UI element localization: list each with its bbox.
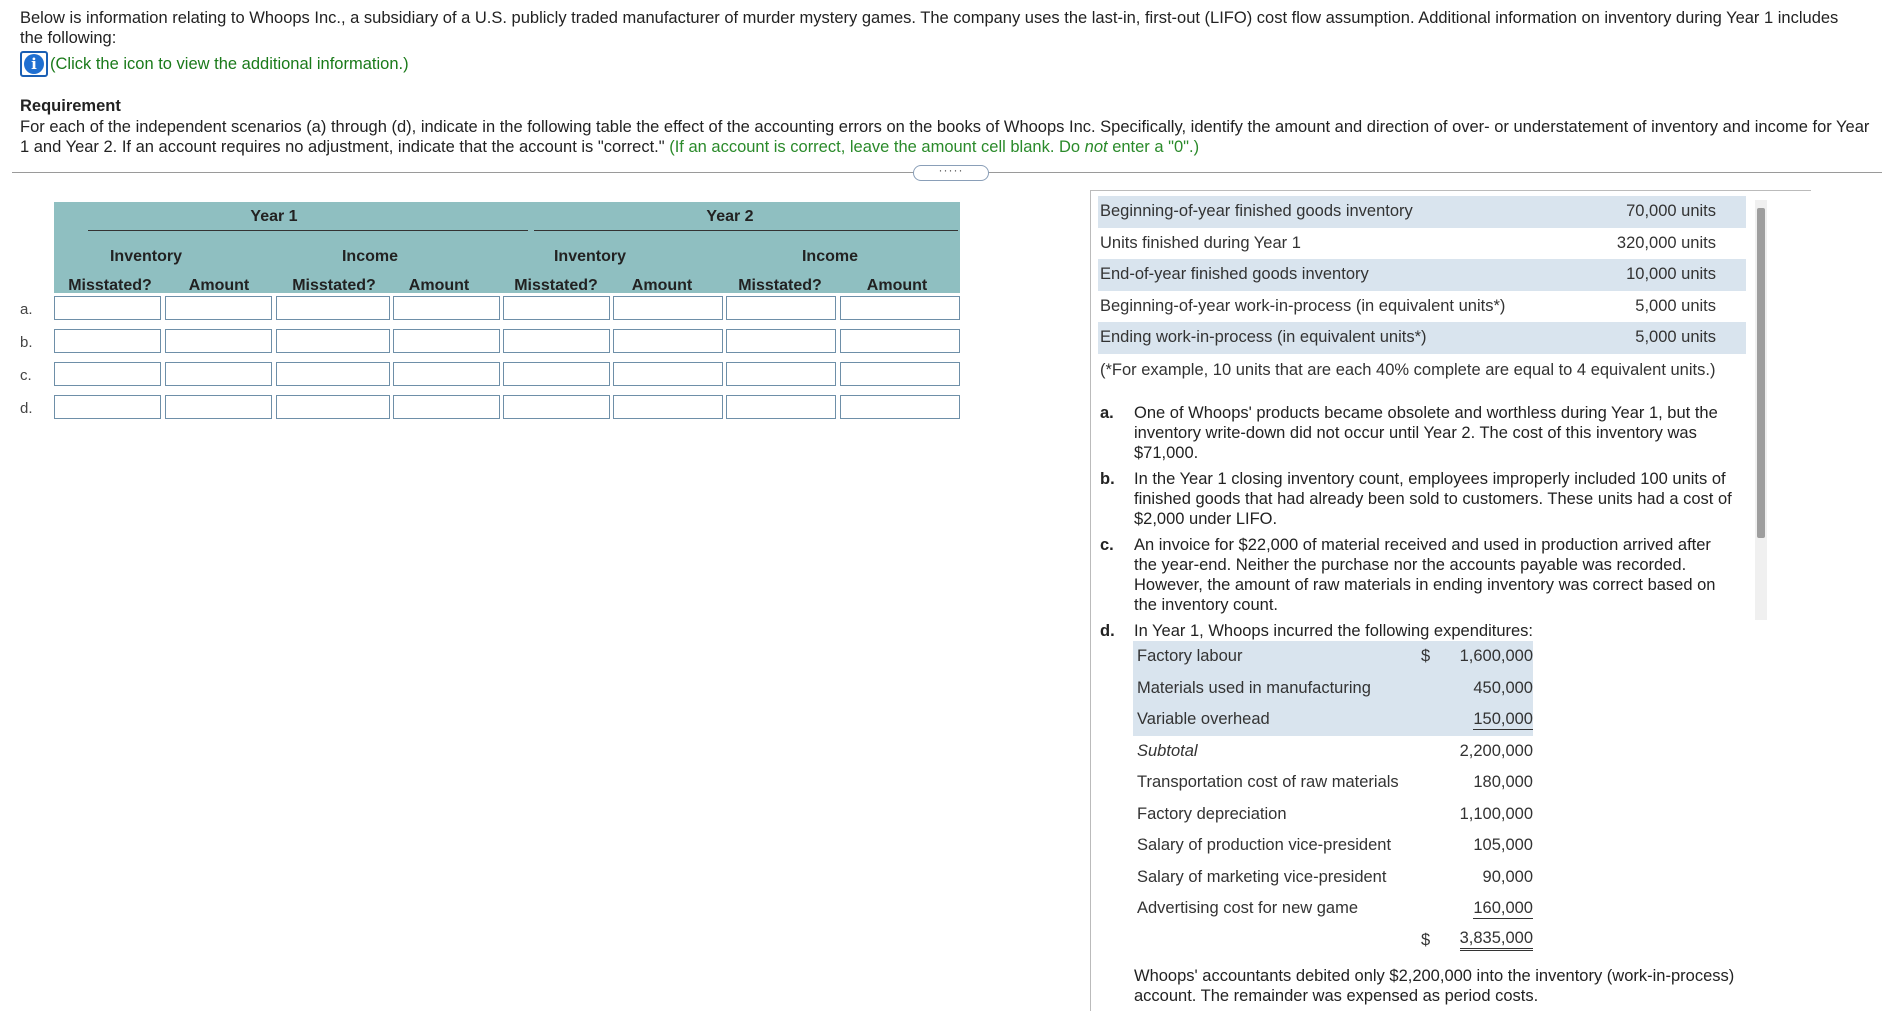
c-y1-income-amount-input[interactable] — [393, 362, 500, 386]
closing-note: Whoops' accountants debited only $2,200,000 into the inventory (work-in-process) account. The remainder was expensed as period costs. — [1134, 967, 1735, 1005]
expenditures-table — [1133, 641, 1533, 956]
c-y2-inventory-misstated-input[interactable] — [503, 362, 610, 386]
year2-header: Year 2 — [706, 208, 754, 225]
d-y1-inventory-misstated-input[interactable] — [54, 395, 161, 419]
requirement-title: Requirement — [20, 97, 121, 115]
group-income-y2: Income — [801, 248, 858, 265]
requirement-text: For each of the independent scenarios (a) through (d), indicate in the following table the effect of the accounting errors on the books of Whoops Inc. Specifically, identify the amount and direction of over- or understatement of inventory and income for Year 1 and Year 2. If an account requires no adjustment, indicate that the account is "correct." (If an account is correct, leave the amount cell blank. Do not enter a "0".) — [20, 118, 1870, 156]
table-row — [20, 326, 960, 359]
a-y1-income-misstated-input[interactable] — [276, 296, 390, 320]
col-amount-1: Amount — [188, 277, 250, 294]
answer-table-header — [54, 202, 960, 293]
b-y2-inventory-misstated-input[interactable] — [503, 329, 610, 353]
col-misstated-1: Misstated? — [68, 277, 152, 294]
table-row: Salary of production vice-president 105,000 — [1137, 836, 1533, 855]
c-y1-income-misstated-input[interactable] — [276, 362, 390, 386]
b-y1-inventory-amount-input[interactable] — [165, 329, 272, 353]
col-misstated-4: Misstated? — [738, 277, 822, 294]
d-y2-inventory-misstated-input[interactable] — [503, 395, 610, 419]
b-y1-income-misstated-input[interactable] — [276, 329, 390, 353]
d-y2-inventory-amount-input[interactable] — [613, 395, 723, 419]
table-row: Transportation cost of raw materials 180,000 — [1137, 773, 1533, 792]
list-item: d. In Year 1, Whoops incurred the following expenditures: — [1100, 622, 1533, 640]
intro-text: Below is information relating to Whoops Inc., a subsidiary of a U.S. publicly traded manufacturer of murder mystery games. The company uses the last-in, first-out (LIFO) cost flow assumption. Additional information on inventory during Year 1 includes the following: — [20, 9, 1839, 47]
table-row: Beginning-of-year work-in-process (in equivalent units*) 5,000 units — [1100, 296, 1716, 315]
a-y1-inventory-misstated-input[interactable] — [54, 296, 161, 320]
info-icon[interactable]: i — [20, 51, 48, 77]
table-row: End-of-year finished goods inventory 10,000 units — [1098, 259, 1746, 291]
total-row: $ 3,835,000 — [1133, 925, 1533, 957]
inventory-info-table — [1098, 196, 1746, 354]
table-row: Ending work-in-process (in equivalent units*) 5,000 units — [1098, 322, 1746, 354]
b-y1-inventory-misstated-input[interactable] — [54, 329, 161, 353]
expand-toggle-button[interactable]: ····· — [913, 165, 989, 181]
col-amount-4: Amount — [866, 277, 928, 294]
b-y2-income-amount-input[interactable] — [840, 329, 960, 353]
table-row: Variable overhead 150,000 — [1133, 704, 1533, 736]
table-row: Salary of marketing vice-president 90,000 — [1137, 867, 1533, 886]
d-y2-income-amount-input[interactable] — [840, 395, 960, 419]
row-label: c. — [20, 367, 32, 384]
group-inventory-y1: Inventory — [109, 248, 182, 265]
c-y1-inventory-misstated-input[interactable] — [54, 362, 161, 386]
year1-header: Year 1 — [250, 208, 298, 225]
panel-scrollbar[interactable] — [1755, 200, 1767, 620]
b-y1-income-amount-input[interactable] — [393, 329, 500, 353]
d-y2-income-misstated-input[interactable] — [726, 395, 836, 419]
a-y1-income-amount-input[interactable] — [393, 296, 500, 320]
table-row: Subtotal 2,200,000 — [1137, 741, 1533, 760]
table-row — [20, 293, 960, 326]
c-y2-inventory-amount-input[interactable] — [613, 362, 723, 386]
a-y2-inventory-amount-input[interactable] — [613, 296, 723, 320]
row-label: a. — [20, 301, 33, 318]
col-amount-3: Amount — [631, 277, 693, 294]
b-y2-inventory-amount-input[interactable] — [613, 329, 723, 353]
table-row: Advertising cost for new game 160,000 — [1137, 898, 1533, 918]
table-row — [20, 359, 960, 392]
requirement-hint: (If an account is correct, leave the amount cell blank. Do not enter a "0".) — [669, 138, 1200, 156]
answer-rows — [20, 293, 960, 425]
d-y1-income-amount-input[interactable] — [393, 395, 500, 419]
a-y2-inventory-misstated-input[interactable] — [503, 296, 610, 320]
col-misstated-2: Misstated? — [292, 277, 376, 294]
list-item: b. In the Year 1 closing inventory count, employees improperly included 100 units of finished goods that had already been sold to customers. These units had a cost of $2,000 under LIFO. — [1100, 470, 1732, 528]
table-row: Units finished during Year 1 320,000 units — [1100, 233, 1716, 252]
list-item: a. One of Whoops' products became obsolete and worthless during Year 1, but the inventory write-down did not occur until Year 2. The cost of this inventory was $71,000. — [1100, 404, 1718, 462]
table-row — [20, 392, 960, 425]
a-y2-income-misstated-input[interactable] — [726, 296, 836, 320]
scrollbar-thumb[interactable] — [1757, 208, 1765, 538]
list-item: c. An invoice for $22,000 of material received and used in production arrived after the year-end. Neither the purchase nor the accounts payable was recorded. However, the amount of raw materials in ending inventory was correct based on the inventory count. — [1100, 536, 1716, 614]
d-y1-inventory-amount-input[interactable] — [165, 395, 272, 419]
answer-table — [20, 202, 960, 425]
col-amount-2: Amount — [408, 277, 470, 294]
row-label: d. — [20, 400, 33, 417]
c-y1-inventory-amount-input[interactable] — [165, 362, 272, 386]
c-y2-income-amount-input[interactable] — [840, 362, 960, 386]
footnote: (*For example, 10 units that are each 40% complete are equal to 4 equivalent units.) — [1100, 361, 1716, 379]
d-y1-income-misstated-input[interactable] — [276, 395, 390, 419]
table-row: Factory depreciation 1,100,000 — [1137, 804, 1533, 823]
group-inventory-y2: Inventory — [553, 248, 626, 265]
additional-info-row — [20, 51, 409, 77]
group-income-y1: Income — [341, 248, 398, 265]
table-row: Materials used in manufacturing 450,000 — [1133, 673, 1533, 705]
table-row: Beginning-of-year finished goods inventory 70,000 units — [1098, 196, 1746, 228]
b-y2-income-misstated-input[interactable] — [726, 329, 836, 353]
col-misstated-3: Misstated? — [514, 277, 598, 294]
row-label: b. — [20, 334, 33, 351]
a-y2-income-amount-input[interactable] — [840, 296, 960, 320]
additional-info-link[interactable]: (Click the icon to view the additional information.) — [50, 54, 409, 73]
scenario-list — [1098, 403, 1738, 647]
a-y1-inventory-amount-input[interactable] — [165, 296, 272, 320]
c-y2-income-misstated-input[interactable] — [726, 362, 836, 386]
table-row: Factory labour $ 1,600,000 — [1133, 641, 1533, 673]
